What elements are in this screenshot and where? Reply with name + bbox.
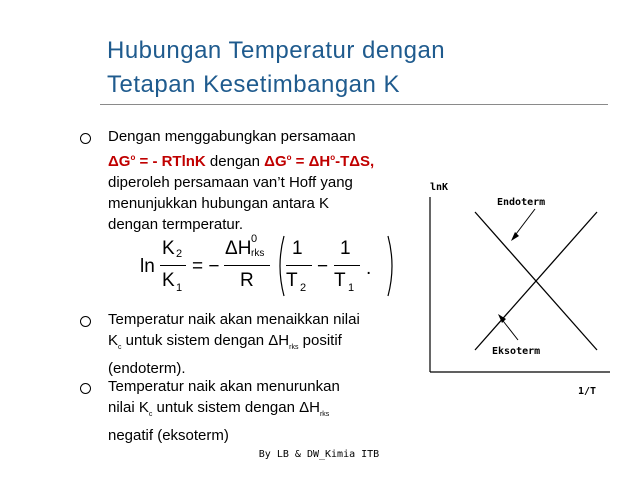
formula-r: R — [240, 270, 254, 291]
eksoterm-label: Eksoterm — [492, 346, 541, 357]
formula-k2: K — [162, 238, 175, 259]
formula-delta-h: ΔH — [225, 238, 252, 259]
formula-equals-minus: = − — [192, 256, 220, 277]
formula-t1: T — [334, 270, 346, 291]
title-line-2: Tetapan Kesetimbangan K — [107, 71, 401, 98]
bullet-2-line-2: $K_c$ untuk sistem dengan $\Delta H_{rks}$ positif — [108, 332, 342, 351]
bullet-3-line-3: negatif (eksoterm) — [108, 427, 229, 444]
endoterm-label: Endoterm — [497, 197, 546, 208]
bullet-1-line-2: $\Delta G^o$ = - RTlnK dengan $\Delta G^o = \Delta H^o-T\Delta S$, — [108, 153, 375, 170]
formula-period: . — [366, 258, 372, 279]
formula-minus: − — [317, 256, 329, 277]
bullet-1-line-5: dengan termperatur. — [108, 216, 244, 233]
bullet-2-line-1: Temperatur naik akan menaikkan nilai — [108, 311, 360, 328]
x-axis-label: 1/T — [578, 386, 597, 397]
y-axis-label: lnK — [430, 182, 449, 193]
formula-k1: K — [162, 270, 175, 291]
equation-gibbs: $\Delta G^o$ = - RTlnK — [108, 153, 206, 170]
formula-delta-h-sub: rks — [251, 248, 265, 259]
formula-t1-sub: 1 — [348, 282, 355, 294]
formula-k1-sub: 1 — [176, 282, 183, 294]
bullet-1-line-3: diperoleh persamaan van’t Hoff yang — [108, 174, 353, 191]
formula-t2: T — [286, 270, 298, 291]
bullet-1-line-1: Dengan menggabungkan persamaan — [108, 128, 356, 145]
formula-k2-sub: 2 — [176, 248, 183, 260]
equation-gibbs-enthalpy: $\Delta G^o = \Delta H^o-T\Delta S$, — [264, 153, 375, 170]
bullet-3-line-2: nilai $K_c$ untuk sistem dengan $\Delta H_{rks}$ — [108, 399, 330, 418]
bullet-3-line-1: Temperatur naik akan menurunkan — [108, 378, 340, 395]
title-line-1: Hubungan Temperatur dengan — [107, 37, 446, 64]
formula-one-a: 1 — [292, 238, 303, 259]
bullet-1-line-4: menunjukkan hubungan antara K — [108, 195, 330, 212]
formula-one-b: 1 — [340, 238, 351, 259]
chart-series — [475, 212, 597, 350]
formula-ln: ln — [140, 256, 155, 277]
formula-delta-h-sup: 0 — [251, 233, 258, 245]
endoterm-arrowhead — [511, 232, 519, 241]
formula-t2-sub: 2 — [300, 282, 307, 294]
bullet-2-line-3: (endoterm). — [108, 360, 186, 377]
footer-credit: By LB & DW_Kimia ITB — [258, 449, 380, 460]
